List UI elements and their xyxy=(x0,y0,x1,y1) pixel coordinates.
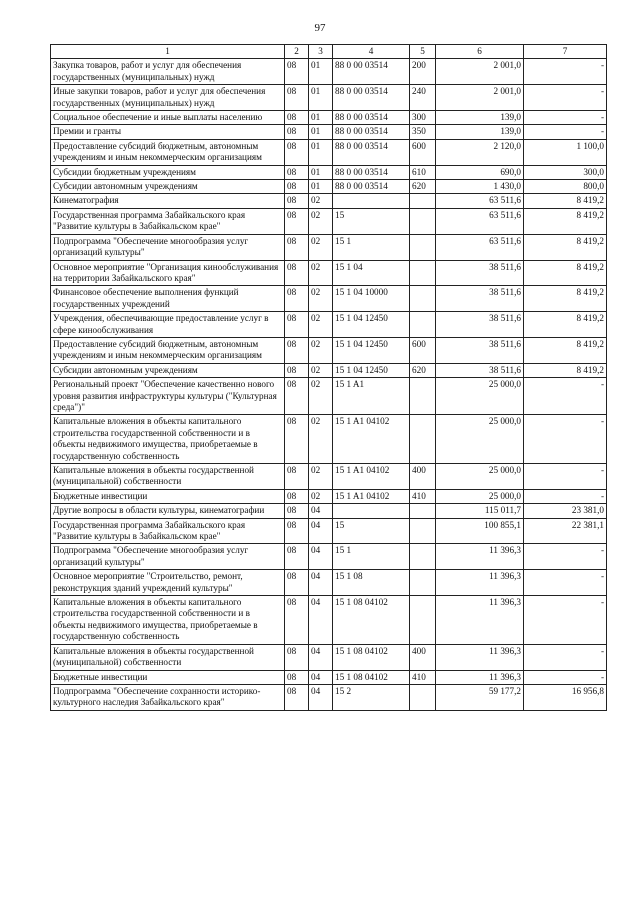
expense-type-cell xyxy=(410,208,436,234)
table-row xyxy=(51,684,607,710)
table-row xyxy=(51,670,607,684)
amount-col6-cell: 11 396,3 xyxy=(436,596,524,645)
amount-col6-cell: 11 396,3 xyxy=(436,570,524,596)
table-row xyxy=(51,337,607,363)
target-article-cell: 88 0 00 03514 xyxy=(333,180,410,194)
expense-type-cell: 610 xyxy=(410,165,436,179)
target-article-cell: 15 1 04 12450 xyxy=(333,337,410,363)
row-name-cell: Подпрограмма "Обеспечение многообразия услуг организаций культуры" xyxy=(51,544,285,570)
amount-col7-cell: 300,0 xyxy=(524,165,607,179)
target-article-cell: 15 1 04 xyxy=(333,260,410,286)
amount-col7-cell: - xyxy=(524,415,607,464)
target-article-cell: 15 2 xyxy=(333,684,410,710)
expense-type-cell xyxy=(410,286,436,312)
row-name-cell: Основное мероприятие "Строительство, ремонт, реконструкция зданий учреждений культуры" xyxy=(51,570,285,596)
subsection-code-cell: 02 xyxy=(309,415,333,464)
section-code-cell: 08 xyxy=(285,180,309,194)
expense-type-cell: 410 xyxy=(410,489,436,503)
subsection-code-cell: 04 xyxy=(309,570,333,596)
section-code-cell: 08 xyxy=(285,544,309,570)
amount-col6-cell: 2 001,0 xyxy=(436,59,524,85)
subsection-code-cell: 01 xyxy=(309,85,333,111)
subsection-code-cell: 04 xyxy=(309,670,333,684)
amount-col7-cell: - xyxy=(524,125,607,139)
subsection-code-cell: 01 xyxy=(309,180,333,194)
amount-col7-cell: 8 419,2 xyxy=(524,234,607,260)
expense-type-cell: 600 xyxy=(410,337,436,363)
section-code-cell: 08 xyxy=(285,670,309,684)
row-name-cell: Субсидии автономным учреждениям xyxy=(51,180,285,194)
section-code-cell: 08 xyxy=(285,260,309,286)
expense-type-cell: 400 xyxy=(410,644,436,670)
section-code-cell: 08 xyxy=(285,464,309,490)
section-code-cell: 08 xyxy=(285,85,309,111)
row-name-cell: Иные закупки товаров, работ и услуг для обеспечения государственных (муниципальных) нужд xyxy=(51,85,285,111)
target-article-cell: 15 1 xyxy=(333,234,410,260)
target-article-cell: 88 0 00 03514 xyxy=(333,139,410,165)
section-code-cell: 08 xyxy=(285,194,309,208)
expense-type-cell: 600 xyxy=(410,139,436,165)
target-article-cell: 15 1 A1 04102 xyxy=(333,489,410,503)
amount-col6-cell: 139,0 xyxy=(436,111,524,125)
amount-col7-cell: 8 419,2 xyxy=(524,286,607,312)
subsection-code-cell: 04 xyxy=(309,518,333,544)
subsection-code-cell: 02 xyxy=(309,208,333,234)
target-article-cell: 15 1 04 12450 xyxy=(333,363,410,377)
row-name-cell: Капитальные вложения в объекты капитального строительства государственной собственности и в объекты недвижимого имущества, приобретаемые в государственную собственность xyxy=(51,415,285,464)
row-name-cell: Учреждения, обеспечивающие предоставление услуг в сфере кинообслуживания xyxy=(51,312,285,338)
row-name-cell: Капитальные вложения в объекты государственной (муниципальной) собственности xyxy=(51,464,285,490)
amount-col6-cell: 2 001,0 xyxy=(436,85,524,111)
section-code-cell: 08 xyxy=(285,378,309,415)
row-name-cell: Премии и гранты xyxy=(51,125,285,139)
amount-col7-cell: - xyxy=(524,489,607,503)
expense-type-cell xyxy=(410,378,436,415)
amount-col6-cell: 1 430,0 xyxy=(436,180,524,194)
target-article-cell xyxy=(333,504,410,518)
table-row xyxy=(51,544,607,570)
expense-type-cell: 200 xyxy=(410,59,436,85)
table-row xyxy=(51,85,607,111)
subsection-code-cell: 04 xyxy=(309,504,333,518)
amount-col7-cell: 23 381,0 xyxy=(524,504,607,518)
target-article-cell: 88 0 00 03514 xyxy=(333,111,410,125)
table-row xyxy=(51,378,607,415)
subsection-code-cell: 04 xyxy=(309,684,333,710)
expense-type-cell: 300 xyxy=(410,111,436,125)
amount-col6-cell: 25 000,0 xyxy=(436,415,524,464)
row-name-cell: Закупка товаров, работ и услуг для обеспечения государственных (муниципальных) нужд xyxy=(51,59,285,85)
subsection-code-cell: 02 xyxy=(309,286,333,312)
header-cell-4: 4 xyxy=(333,45,410,59)
section-code-cell: 08 xyxy=(285,208,309,234)
row-name-cell: Бюджетные инвестиции xyxy=(51,489,285,503)
amount-col7-cell: 8 419,2 xyxy=(524,312,607,338)
table-row xyxy=(51,596,607,645)
table-row xyxy=(51,194,607,208)
amount-col6-cell: 11 396,3 xyxy=(436,670,524,684)
section-code-cell: 08 xyxy=(285,139,309,165)
section-code-cell: 08 xyxy=(285,125,309,139)
amount-col7-cell: 8 419,2 xyxy=(524,194,607,208)
table-row xyxy=(51,111,607,125)
amount-col7-cell: 800,0 xyxy=(524,180,607,194)
expense-type-cell: 410 xyxy=(410,670,436,684)
amount-col7-cell: 8 419,2 xyxy=(524,363,607,377)
table-row xyxy=(51,415,607,464)
amount-col7-cell: 8 419,2 xyxy=(524,208,607,234)
row-name-cell: Кинематография xyxy=(51,194,285,208)
row-name-cell: Региональный проект "Обеспечение качественно нового уровня развития инфраструктуры культуры ("Культурная среда")" xyxy=(51,378,285,415)
expense-type-cell xyxy=(410,596,436,645)
expense-type-cell xyxy=(410,518,436,544)
table-row xyxy=(51,312,607,338)
table-header-row xyxy=(51,45,607,59)
subsection-code-cell: 01 xyxy=(309,125,333,139)
amount-col6-cell: 25 000,0 xyxy=(436,378,524,415)
section-code-cell: 08 xyxy=(285,596,309,645)
target-article-cell: 88 0 00 03514 xyxy=(333,125,410,139)
header-cell-5: 5 xyxy=(410,45,436,59)
subsection-code-cell: 04 xyxy=(309,544,333,570)
page-number: 97 xyxy=(314,22,326,34)
amount-col6-cell: 2 120,0 xyxy=(436,139,524,165)
target-article-cell: 15 1 04 12450 xyxy=(333,312,410,338)
subsection-code-cell: 01 xyxy=(309,59,333,85)
target-article-cell: 88 0 00 03514 xyxy=(333,85,410,111)
amount-col6-cell: 11 396,3 xyxy=(436,544,524,570)
table-row xyxy=(51,489,607,503)
amount-col7-cell: - xyxy=(524,85,607,111)
amount-col7-cell: - xyxy=(524,59,607,85)
section-code-cell: 08 xyxy=(285,570,309,596)
header-cell-6: 6 xyxy=(436,45,524,59)
table-row xyxy=(51,234,607,260)
section-code-cell: 08 xyxy=(285,337,309,363)
target-article-cell: 88 0 00 03514 xyxy=(333,59,410,85)
expense-type-cell xyxy=(410,312,436,338)
amount-col7-cell: 8 419,2 xyxy=(524,337,607,363)
expense-type-cell xyxy=(410,234,436,260)
subsection-code-cell: 04 xyxy=(309,644,333,670)
amount-col7-cell: - xyxy=(524,644,607,670)
amount-col7-cell: 8 419,2 xyxy=(524,260,607,286)
subsection-code-cell: 02 xyxy=(309,378,333,415)
table-row xyxy=(51,286,607,312)
row-name-cell: Основное мероприятие "Организация кинообслуживания на территории Забайкальского края" xyxy=(51,260,285,286)
table-row xyxy=(51,125,607,139)
subsection-code-cell: 02 xyxy=(309,489,333,503)
table-row xyxy=(51,518,607,544)
target-article-cell: 15 1 A1 04102 xyxy=(333,464,410,490)
target-article-cell: 15 1 A1 04102 xyxy=(333,415,410,464)
row-name-cell: Государственная программа Забайкальского края "Развитие культуры в Забайкальском крае" xyxy=(51,518,285,544)
subsection-code-cell: 01 xyxy=(309,139,333,165)
subsection-code-cell: 02 xyxy=(309,363,333,377)
table-row xyxy=(51,260,607,286)
expense-type-cell xyxy=(410,544,436,570)
expense-type-cell: 400 xyxy=(410,464,436,490)
row-name-cell: Подпрограмма "Обеспечение сохранности историко-культурного наследия Забайкальского края" xyxy=(51,684,285,710)
row-name-cell: Капитальные вложения в объекты капитального строительства государственной собственности и в объекты недвижимого имущества, приобретаемые в государственную собственность xyxy=(51,596,285,645)
section-code-cell: 08 xyxy=(285,111,309,125)
target-article-cell: 15 1 08 04102 xyxy=(333,644,410,670)
amount-col7-cell: 1 100,0 xyxy=(524,139,607,165)
section-code-cell: 08 xyxy=(285,504,309,518)
amount-col7-cell: - xyxy=(524,670,607,684)
amount-col6-cell: 690,0 xyxy=(436,165,524,179)
table-row xyxy=(51,139,607,165)
row-name-cell: Другие вопросы в области культуры, кинематографии xyxy=(51,504,285,518)
amount-col6-cell: 38 511,6 xyxy=(436,312,524,338)
subsection-code-cell: 02 xyxy=(309,234,333,260)
row-name-cell: Предоставление субсидий бюджетным, автономным учреждениям и иным некоммерческим организациям xyxy=(51,337,285,363)
target-article-cell: 15 1 04 10000 xyxy=(333,286,410,312)
row-name-cell: Социальное обеспечение и иные выплаты населению xyxy=(51,111,285,125)
section-code-cell: 08 xyxy=(285,489,309,503)
subsection-code-cell: 01 xyxy=(309,165,333,179)
amount-col6-cell: 63 511,6 xyxy=(436,194,524,208)
amount-col6-cell: 63 511,6 xyxy=(436,234,524,260)
subsection-code-cell: 02 xyxy=(309,194,333,208)
section-code-cell: 08 xyxy=(285,644,309,670)
expense-type-cell: 620 xyxy=(410,180,436,194)
subsection-code-cell: 02 xyxy=(309,464,333,490)
expense-type-cell xyxy=(410,570,436,596)
subsection-code-cell: 01 xyxy=(309,111,333,125)
header-cell-1: 1 xyxy=(51,45,285,59)
amount-col6-cell: 63 511,6 xyxy=(436,208,524,234)
expense-type-cell xyxy=(410,415,436,464)
subsection-code-cell: 02 xyxy=(309,312,333,338)
amount-col6-cell: 11 396,3 xyxy=(436,644,524,670)
amount-col6-cell: 38 511,6 xyxy=(436,363,524,377)
target-article-cell: 15 1 xyxy=(333,544,410,570)
amount-col6-cell: 100 855,1 xyxy=(436,518,524,544)
section-code-cell: 08 xyxy=(285,165,309,179)
expense-type-cell xyxy=(410,194,436,208)
table-row xyxy=(51,644,607,670)
target-article-cell: 15 xyxy=(333,518,410,544)
amount-col7-cell: - xyxy=(524,544,607,570)
expense-type-cell: 350 xyxy=(410,125,436,139)
section-code-cell: 08 xyxy=(285,234,309,260)
table-row xyxy=(51,504,607,518)
amount-col7-cell: - xyxy=(524,378,607,415)
amount-col7-cell: - xyxy=(524,111,607,125)
amount-col6-cell: 38 511,6 xyxy=(436,337,524,363)
amount-col6-cell: 25 000,0 xyxy=(436,489,524,503)
amount-col7-cell: 22 381,1 xyxy=(524,518,607,544)
amount-col6-cell: 38 511,6 xyxy=(436,286,524,312)
section-code-cell: 08 xyxy=(285,286,309,312)
row-name-cell: Предоставление субсидий бюджетным, автономным учреждениям и иным некоммерческим организациям xyxy=(51,139,285,165)
table-row xyxy=(51,363,607,377)
section-code-cell: 08 xyxy=(285,363,309,377)
row-name-cell: Государственная программа Забайкальского края "Развитие культуры в Забайкальском крае" xyxy=(51,208,285,234)
budget-table xyxy=(50,44,607,711)
section-code-cell: 08 xyxy=(285,59,309,85)
target-article-cell: 15 xyxy=(333,208,410,234)
target-article-cell: 88 0 00 03514 xyxy=(333,165,410,179)
row-name-cell: Бюджетные инвестиции xyxy=(51,670,285,684)
row-name-cell: Финансовое обеспечение выполнения функций государственных учреждений xyxy=(51,286,285,312)
subsection-code-cell: 02 xyxy=(309,260,333,286)
table-body xyxy=(51,59,607,710)
table-row xyxy=(51,570,607,596)
row-name-cell: Капитальные вложения в объекты государственной (муниципальной) собственности xyxy=(51,644,285,670)
table-row xyxy=(51,464,607,490)
table-row xyxy=(51,180,607,194)
expense-type-cell xyxy=(410,504,436,518)
amount-col7-cell: - xyxy=(524,464,607,490)
table-row xyxy=(51,59,607,85)
section-code-cell: 08 xyxy=(285,312,309,338)
subsection-code-cell: 02 xyxy=(309,337,333,363)
target-article-cell: 15 1 08 04102 xyxy=(333,670,410,684)
section-code-cell: 08 xyxy=(285,518,309,544)
table-row xyxy=(51,208,607,234)
expense-type-cell: 240 xyxy=(410,85,436,111)
amount-col6-cell: 59 177,2 xyxy=(436,684,524,710)
subsection-code-cell: 04 xyxy=(309,596,333,645)
amount-col7-cell: - xyxy=(524,570,607,596)
target-article-cell: 15 1 A1 xyxy=(333,378,410,415)
row-name-cell: Подпрограмма "Обеспечение многообразия услуг организаций культуры" xyxy=(51,234,285,260)
amount-col7-cell: 16 956,8 xyxy=(524,684,607,710)
header-cell-7: 7 xyxy=(524,45,607,59)
row-name-cell: Субсидии бюджетным учреждениям xyxy=(51,165,285,179)
target-article-cell xyxy=(333,194,410,208)
amount-col6-cell: 25 000,0 xyxy=(436,464,524,490)
amount-col6-cell: 115 011,7 xyxy=(436,504,524,518)
row-name-cell: Субсидии автономным учреждениям xyxy=(51,363,285,377)
amount-col6-cell: 139,0 xyxy=(436,125,524,139)
header-cell-2: 2 xyxy=(285,45,309,59)
target-article-cell: 15 1 08 xyxy=(333,570,410,596)
expense-type-cell xyxy=(410,684,436,710)
header-cell-3: 3 xyxy=(309,45,333,59)
target-article-cell: 15 1 08 04102 xyxy=(333,596,410,645)
expense-type-cell xyxy=(410,260,436,286)
section-code-cell: 08 xyxy=(285,415,309,464)
expense-type-cell: 620 xyxy=(410,363,436,377)
section-code-cell: 08 xyxy=(285,684,309,710)
amount-col6-cell: 38 511,6 xyxy=(436,260,524,286)
table-row xyxy=(51,165,607,179)
amount-col7-cell: - xyxy=(524,596,607,645)
